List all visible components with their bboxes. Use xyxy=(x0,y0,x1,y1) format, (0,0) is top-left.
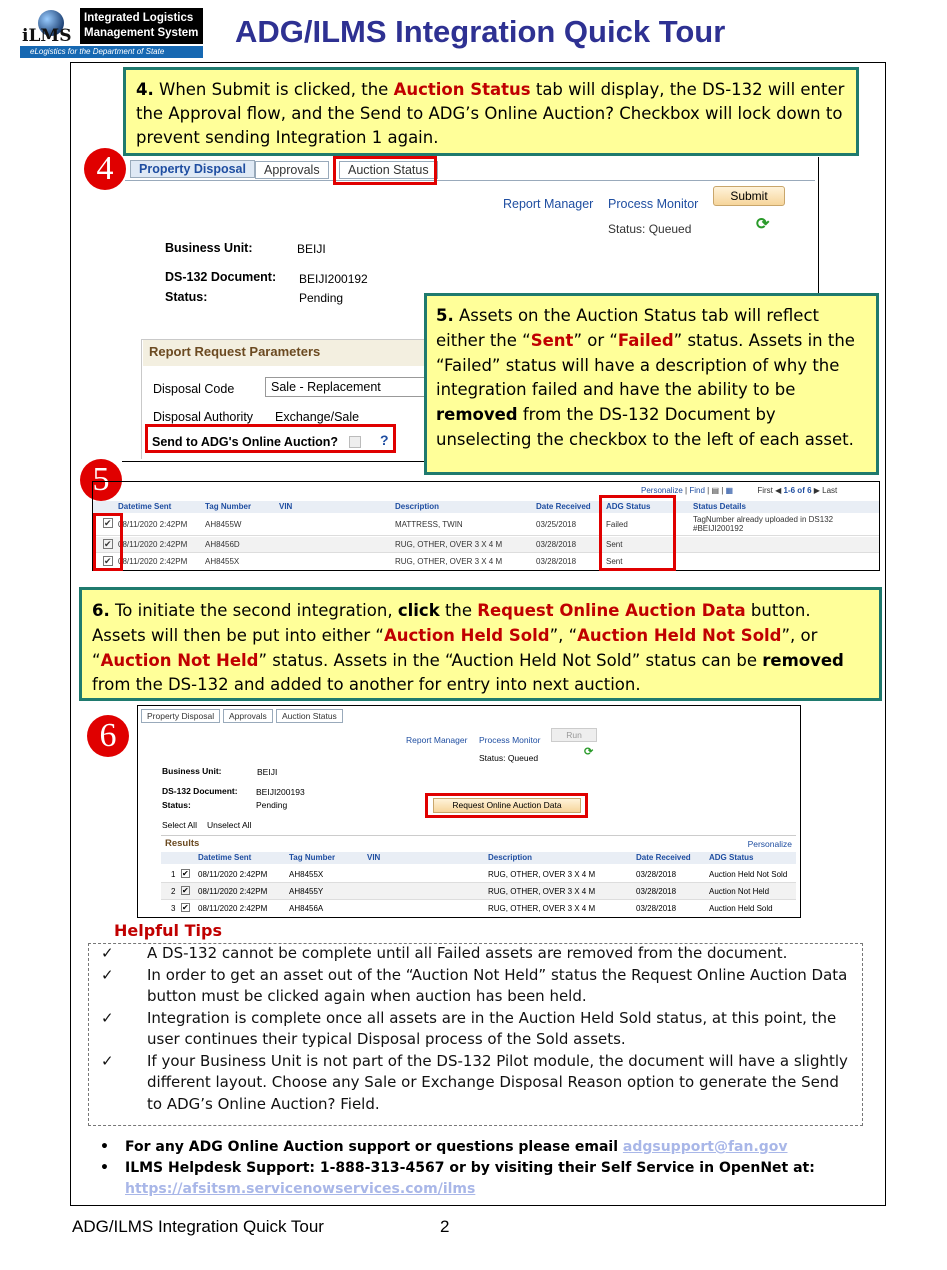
row-tag: AH8456D xyxy=(205,540,240,549)
row-adg-status: Auction Not Held xyxy=(709,887,770,896)
tip-text: In order to get an asset out of the “Auction Not Held” status the Request Online Auction Data button must be clicked again when auction has been held. xyxy=(147,965,848,1005)
callout-5-failed: Failed xyxy=(617,330,674,350)
check-icon: ✓ xyxy=(101,1008,114,1027)
row-adg-status: Failed xyxy=(606,520,628,529)
row-description: RUG, OTHER, OVER 3 X 4 M xyxy=(395,557,503,566)
support-email-text: For any ADG Online Auction support or questions please email xyxy=(125,1139,619,1155)
tab-property-disposal-6[interactable]: Property Disposal xyxy=(141,709,220,723)
row-datetime: 08/11/2020 2:42PM xyxy=(198,870,268,879)
results-title: Results xyxy=(165,838,200,849)
callout-5-removed: removed xyxy=(436,405,518,424)
refresh-icon-6[interactable]: ⟳ xyxy=(584,746,594,758)
ds132-doc-value-6: BEIJI200193 xyxy=(256,787,305,797)
callout-6-text-1: To initiate the second integration, xyxy=(115,601,393,620)
callout-5-text-4: from the DS-132 Document by unselecting the checkbox to the left of each asset. xyxy=(436,405,854,449)
tab-auction-status-6[interactable]: Auction Status xyxy=(276,709,343,723)
row-tag: AH8455W xyxy=(205,520,242,529)
results-header-row xyxy=(161,852,796,864)
grid-toolbar: Personalize | Find | ▤ | ▦ First ◀ 1-6 of 6 ▶ Last xyxy=(641,486,838,495)
col-tag: Tag Number xyxy=(205,502,252,511)
table-row xyxy=(161,866,796,883)
row-tag: AH8455X xyxy=(289,870,324,879)
grid-first[interactable]: First xyxy=(757,486,773,495)
col-vin: VIN xyxy=(279,502,293,511)
callout-6-request-button: Request Online Auction Data xyxy=(477,601,746,620)
report-manager-link-6[interactable]: Report Manager xyxy=(406,735,468,745)
row-date-received: 03/28/2018 xyxy=(636,904,677,913)
row-datetime: 08/11/2020 2:42PM xyxy=(198,887,268,896)
row-datetime: 08/11/2020 2:42PM xyxy=(118,540,188,549)
status-label: Status: xyxy=(165,290,208,304)
step-5-marker: 5 xyxy=(80,459,122,501)
tip-item xyxy=(72,1051,854,1116)
process-monitor-link-6[interactable]: Process Monitor xyxy=(479,735,541,745)
table-row xyxy=(93,554,879,570)
step-4-callout xyxy=(123,67,859,156)
col-datetime-6: Datetime Sent xyxy=(198,853,252,862)
col-adg-status-6: ADG Status xyxy=(709,853,754,862)
row-date-received: 03/28/2018 xyxy=(536,540,577,549)
unselect-all-link[interactable]: Unselect All xyxy=(207,820,252,830)
tip-text: Integration is complete once all assets are in the Auction Held Sold status, at this point, the user continues their typical Disposal process of the Sold assets. xyxy=(147,1008,837,1048)
col-description-6: Description xyxy=(488,853,533,862)
row-date-received: 03/28/2018 xyxy=(536,557,577,566)
page-number: 2 xyxy=(440,1217,450,1236)
row-checkbox[interactable]: ✔ xyxy=(182,869,189,878)
send-to-adg-label: Send to ADG's Online Auction? xyxy=(152,435,339,449)
row-checkbox[interactable]: ✔ xyxy=(104,518,112,528)
callout-6-not-held: Auction Not Held xyxy=(100,650,259,670)
callout-4-text-1: When Submit is clicked, the xyxy=(159,80,389,99)
row-number: 2 xyxy=(171,887,176,896)
business-unit-label-6: Business Unit: xyxy=(162,766,222,776)
row-datetime: 08/11/2020 2:42PM xyxy=(198,904,268,913)
row-adg-status: Auction Held Sold xyxy=(709,904,773,913)
ilms-logo xyxy=(20,8,203,58)
callout-6-text-5: ”, or “ xyxy=(92,625,818,670)
logo-line-1: Integrated Logistics xyxy=(84,12,194,24)
tab-baseline xyxy=(125,180,815,181)
results-personalize-link[interactable]: Personalize xyxy=(747,839,792,849)
row-date-received: 03/28/2018 xyxy=(636,870,677,879)
callout-5-sent: Sent xyxy=(530,330,574,350)
ds132-doc-value: BEIJI200192 xyxy=(299,272,368,286)
tab-auction-status[interactable]: Auction Status xyxy=(339,161,438,179)
grid-next-icon[interactable]: ▶ xyxy=(813,486,820,495)
footer-title: ADG/ILMS Integration Quick Tour xyxy=(72,1217,324,1236)
status-value-6: Pending xyxy=(256,800,288,810)
grid-header-row xyxy=(93,501,879,513)
row-description: MATTRESS, TWIN xyxy=(395,520,463,529)
row-adg-status: Auction Held Not Sold xyxy=(709,870,788,879)
callout-4-text-2: tab will display, the DS-132 will enter the Approval flow, and the Send to ADG’s Online Auction? Checkbox will lock down to prevent sending Integration 1 again. xyxy=(136,80,845,147)
col-adg-status: ADG Status xyxy=(606,502,651,511)
support-line-1 xyxy=(98,1137,878,1158)
callout-6-text-6: ” status. Assets in the “Auction Held Not Sold” status can be xyxy=(258,650,757,670)
tip-item xyxy=(72,1008,854,1051)
callout-5-text-1: Assets on the Auction Status tab will reflect either the “ xyxy=(436,306,820,350)
row-date-received: 03/25/2018 xyxy=(536,520,577,529)
grid-last[interactable]: Last xyxy=(822,486,838,495)
callout-6-number: 6. xyxy=(92,601,110,620)
tip-text: If your Business Unit is not part of the DS-132 Pilot module, the document will have a slightly different layout. Choose any Sale or Exchange Disposal Reason option to generate the Send to ADG’s Online Auction? Field. xyxy=(147,1051,848,1113)
grid-range: 1-6 of 6 xyxy=(783,486,812,495)
select-all-link[interactable]: Select All xyxy=(162,820,197,830)
disposal-authority-value: Exchange/Sale xyxy=(275,410,360,424)
support-section xyxy=(98,1137,878,1200)
helpdesk-link[interactable]: https://afsitsm.servicenowservices.com/ilms xyxy=(125,1181,476,1197)
ds132-doc-label: DS-132 Document: xyxy=(165,270,277,284)
submit-button[interactable]: Submit xyxy=(713,186,785,206)
business-unit-value-6: BEIJI xyxy=(257,767,278,777)
check-icon: ✓ xyxy=(101,965,114,984)
auction-status-highlight xyxy=(333,156,437,185)
col-date-received-6: Date Received xyxy=(636,853,691,862)
row-tag: AH8456A xyxy=(289,904,324,913)
logo-ilms-text: iLMS xyxy=(22,26,72,46)
callout-6-held-not-sold: Auction Held Not Sold xyxy=(577,625,782,645)
row-checkbox[interactable]: ✔ xyxy=(182,886,189,895)
step-6-callout xyxy=(79,587,882,701)
row-adg-status: Sent xyxy=(606,540,623,549)
grid-personalize-link[interactable]: Personalize xyxy=(641,486,683,495)
row-checkbox[interactable]: ✔ xyxy=(104,539,112,549)
col-date-received: Date Received xyxy=(536,502,591,511)
report-manager-link[interactable]: Report Manager xyxy=(503,197,594,211)
col-status-details: Status Details xyxy=(693,502,746,511)
request-button-highlight xyxy=(425,793,588,818)
logo-tagline: eLogistics for the Department of State xyxy=(20,46,203,58)
logo-badge xyxy=(20,8,80,46)
table-row xyxy=(161,883,796,900)
support-email-link[interactable]: adgsupport@fan.gov xyxy=(622,1139,788,1155)
disposal-authority-label: Disposal Authority xyxy=(153,410,254,424)
row-date-received: 03/28/2018 xyxy=(636,887,677,896)
step-5-grid xyxy=(92,481,880,571)
results-grid xyxy=(161,835,796,916)
tip-item xyxy=(72,965,854,1008)
row-datetime: 08/11/2020 2:42PM xyxy=(118,520,188,529)
process-monitor-link[interactable]: Process Monitor xyxy=(608,197,699,211)
callout-5-text-3: ” status. Assets in the “Failed” status will have a description of why the integration failed and have the ability to be xyxy=(436,330,855,400)
row-tag: AH8455Y xyxy=(289,887,324,896)
check-icon: ✓ xyxy=(101,944,114,962)
step-5-callout xyxy=(424,293,879,475)
check-icon: ✓ xyxy=(101,1051,114,1070)
row-status-details: TagNumber already uploaded in DS132 #BEIJI200192 xyxy=(693,515,834,533)
helpful-tips-title: Helpful Tips xyxy=(114,921,222,940)
tab-approvals[interactable]: Approvals xyxy=(255,161,329,179)
grid-prev-icon[interactable]: ◀ xyxy=(775,486,782,495)
tab-property-disposal[interactable]: Property Disposal xyxy=(130,160,255,178)
row-description: RUG, OTHER, OVER 3 X 4 M xyxy=(488,870,596,879)
callout-5-text-2: ” or “ xyxy=(573,330,618,350)
col-datetime: Datetime Sent xyxy=(118,502,172,511)
helpful-tips-list xyxy=(72,943,854,1115)
business-unit-value: BEIJI xyxy=(297,242,326,256)
callout-4-number: 4. xyxy=(136,80,154,99)
step-6-marker: 6 xyxy=(87,715,129,757)
callout-6-text-7: from the DS-132 and added to another for entry into next auction. xyxy=(92,675,641,695)
row-description: RUG, OTHER, OVER 3 X 4 M xyxy=(488,887,596,896)
callout-6-text-4: ”, “ xyxy=(549,625,578,645)
col-description: Description xyxy=(395,502,440,511)
callout-6-click: click xyxy=(397,601,440,620)
status-value: Pending xyxy=(299,291,344,305)
row-adg-status: Sent xyxy=(606,557,623,566)
tab-approvals-6[interactable]: Approvals xyxy=(223,709,273,723)
row-number: 1 xyxy=(171,870,176,879)
callout-4-highlight: Auction Status xyxy=(393,80,531,99)
logo-line-2: Management System xyxy=(84,27,199,39)
callout-6-text-2: the xyxy=(444,601,473,620)
help-icon[interactable]: ? xyxy=(380,432,389,448)
col-tag-6: Tag Number xyxy=(289,853,336,862)
adg-status-highlight xyxy=(599,495,676,571)
col-vin-6: VIN xyxy=(367,853,381,862)
callout-5-number: 5. xyxy=(436,306,454,325)
helpdesk-text: ILMS Helpdesk Support: 1-888-313-4567 or by visiting their Self Service in OpenNet at: xyxy=(125,1160,815,1176)
tip-item xyxy=(72,943,854,965)
tip-text: A DS-132 cannot be complete until all Failed assets are removed from the document. xyxy=(147,944,788,962)
step-4-marker: 4 xyxy=(84,148,126,190)
callout-6-text-3: button. Assets will then be put into either “ xyxy=(92,601,811,645)
checkbox-column-highlight xyxy=(93,513,123,571)
page-title: ADG/ILMS Integration Quick Tour xyxy=(235,14,726,49)
status-queued-6: Status: Queued xyxy=(479,753,539,763)
callout-6-removed: removed xyxy=(762,650,844,670)
bullet: • xyxy=(100,1160,109,1176)
bullet: • xyxy=(100,1139,109,1155)
grid-find-link[interactable]: Find xyxy=(689,486,705,495)
ds132-doc-label-6: DS-132 Document: xyxy=(162,786,238,796)
row-tag: AH8455X xyxy=(205,557,240,566)
table-row xyxy=(161,900,796,917)
table-row xyxy=(93,515,879,536)
request-online-auction-data-button[interactable]: Request Online Auction Data xyxy=(433,798,581,813)
row-checkbox[interactable]: ✔ xyxy=(182,903,189,912)
row-description: RUG, OTHER, OVER 3 X 4 M xyxy=(395,540,503,549)
run-button[interactable]: Run xyxy=(551,728,597,742)
grid-view-icon[interactable]: ▤ xyxy=(711,486,719,495)
callout-6-held-sold: Auction Held Sold xyxy=(383,625,550,645)
params-title: Report Request Parameters xyxy=(143,340,429,366)
grid-download-icon[interactable]: ▦ xyxy=(725,486,734,495)
business-unit-label: Business Unit: xyxy=(165,241,253,255)
row-datetime: 08/11/2020 2:42PM xyxy=(118,557,188,566)
send-to-adg-highlight xyxy=(145,424,396,453)
row-description: RUG, OTHER, OVER 3 X 4 M xyxy=(488,904,596,913)
logo-name-box xyxy=(80,8,203,44)
refresh-icon[interactable]: ⟳ xyxy=(756,216,770,233)
disposal-code-label: Disposal Code xyxy=(153,382,235,396)
row-number: 3 xyxy=(171,904,176,913)
row-checkbox[interactable]: ✔ xyxy=(104,556,112,566)
disposal-code-field[interactable]: Sale - Replacement xyxy=(265,377,430,397)
status-label-6: Status: xyxy=(162,800,191,810)
table-row xyxy=(93,537,879,553)
status-queued: Status: Queued xyxy=(608,222,692,236)
support-line-2 xyxy=(98,1158,878,1200)
